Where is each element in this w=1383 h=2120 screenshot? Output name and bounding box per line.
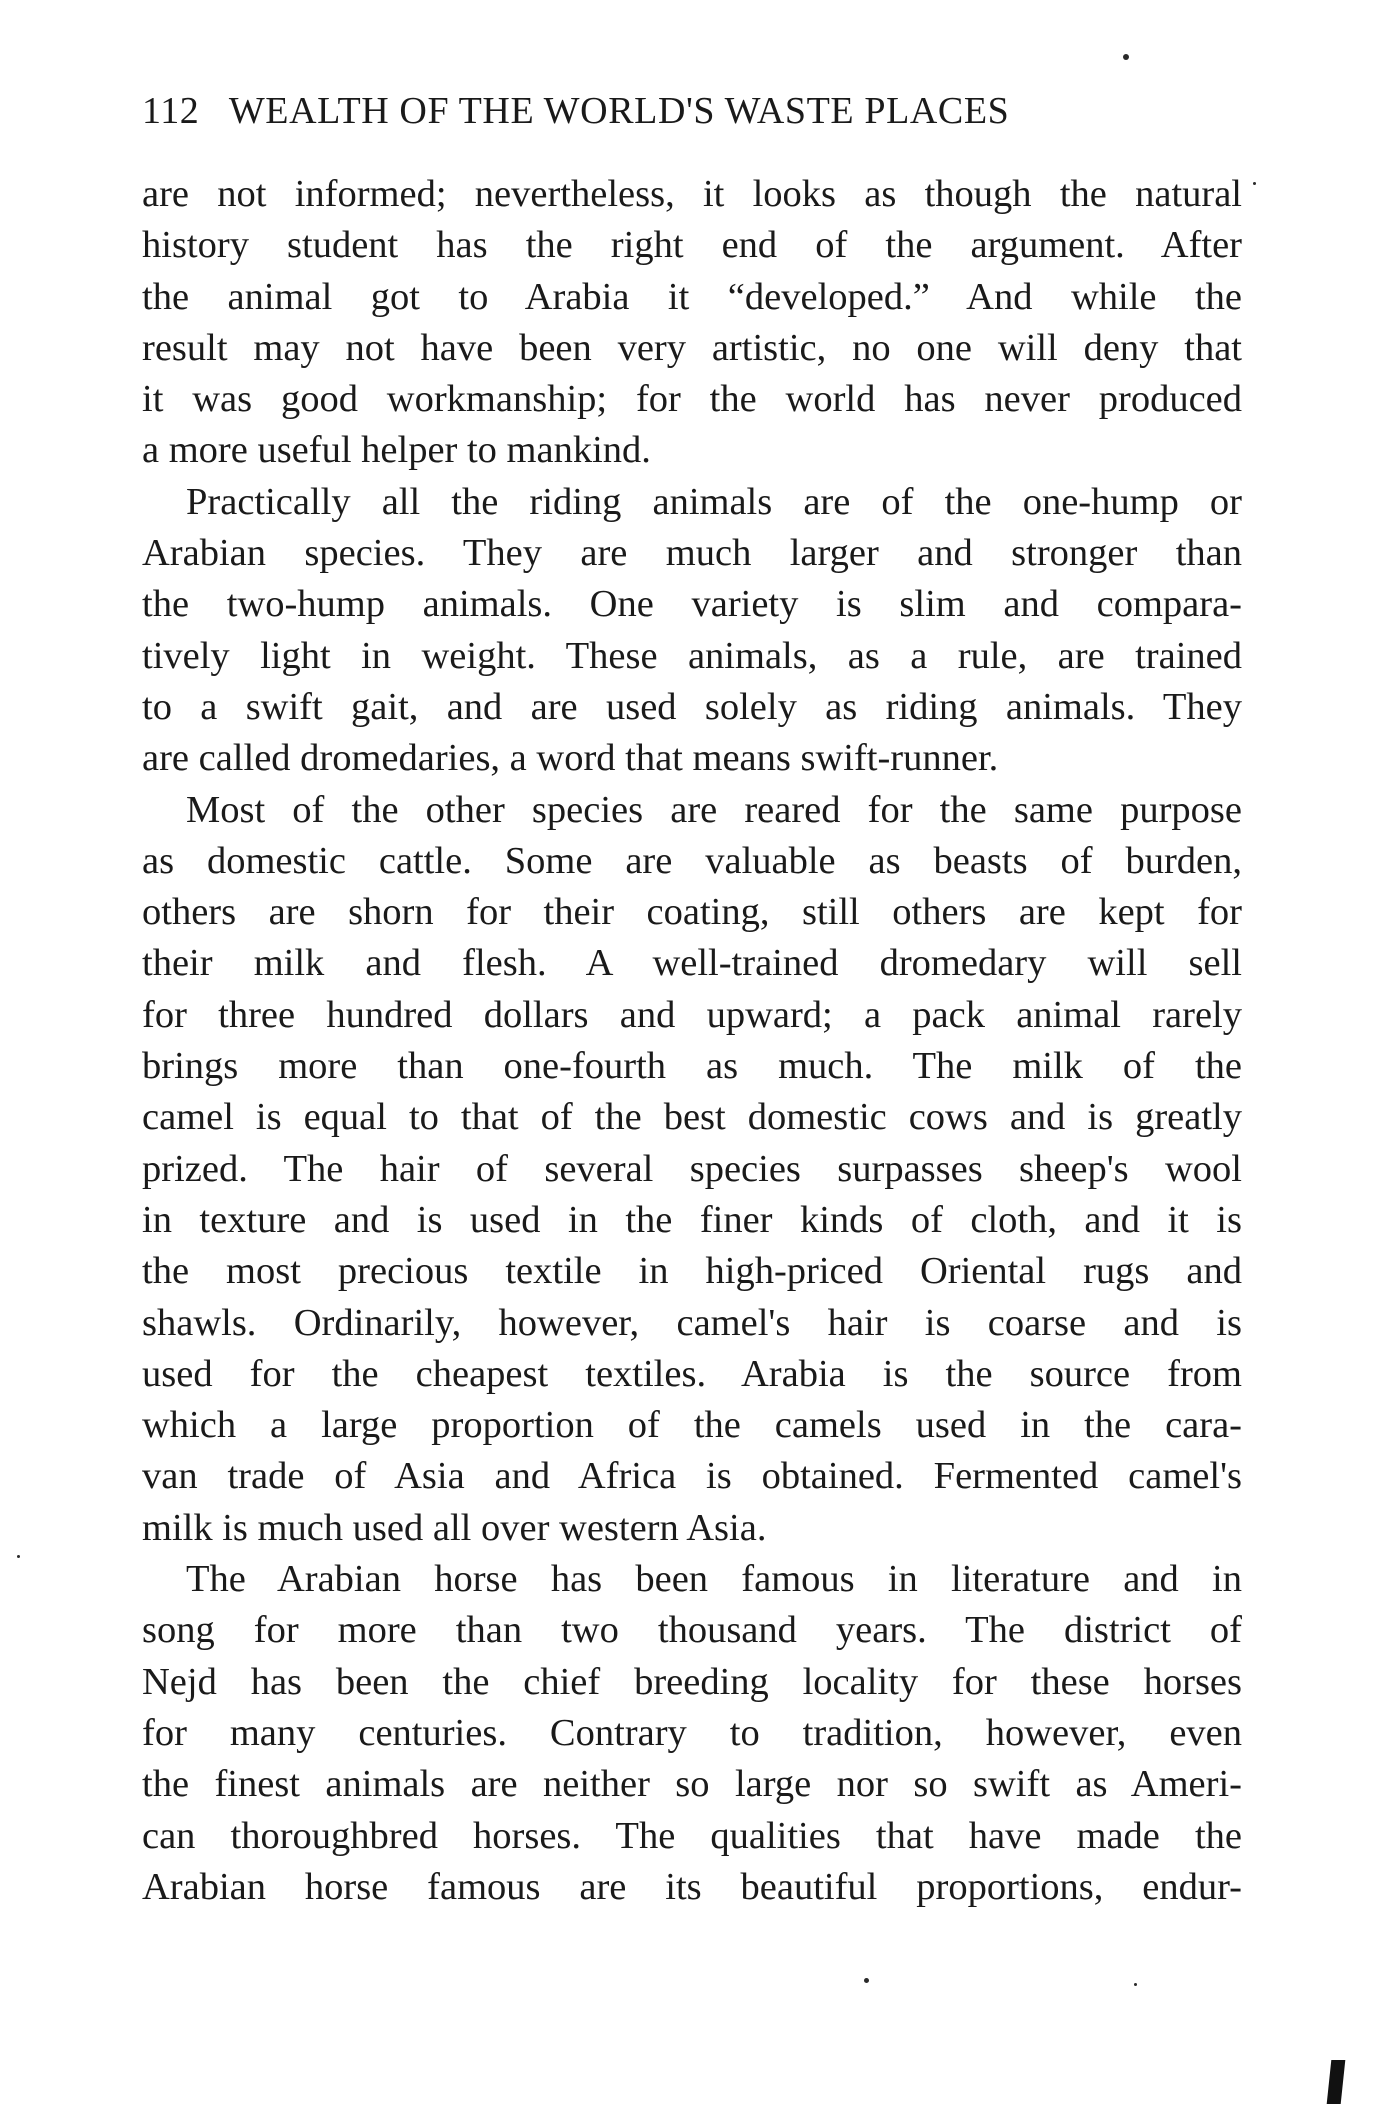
- scan-speck: [864, 1978, 869, 1983]
- text-line: the animal got to Arabia it “developed.” And while the: [142, 275, 1242, 318]
- text-line: the finest animals are neither so large nor so swift as Ameri-: [142, 1763, 1242, 1806]
- text-line: can thoroughbred horses. The qualities that have made the: [142, 1814, 1242, 1857]
- text-line: the most precious textile in high-priced Oriental rugs and: [142, 1250, 1242, 1293]
- text-line: which a large proportion of the camels used in the cara-: [142, 1404, 1242, 1447]
- text-line: Nejd has been the chief breeding locality for these horses: [142, 1660, 1242, 1703]
- text-line: Arabian horse famous are its beautiful proportions, endur-: [142, 1865, 1242, 1908]
- text-line: to a swift gait, and are used solely as riding animals. They: [142, 685, 1242, 728]
- scan-speck: [1134, 1983, 1137, 1986]
- running-head: [142, 86, 1242, 136]
- paragraph: [142, 1554, 1242, 1913]
- scan-speck: [17, 1555, 20, 1558]
- text-line: as domestic cattle. Some are valuable as beasts of burden,: [142, 839, 1242, 882]
- scan-mark: [1327, 2060, 1346, 2104]
- text-line: are not informed; nevertheless, it looks as though the natural: [142, 173, 1242, 215]
- text-line: for three hundred dollars and upward; a pack animal rarely: [142, 993, 1242, 1036]
- text-line: tively light in weight. These animals, as a rule, are trained: [142, 634, 1242, 677]
- paragraph: [142, 477, 1242, 785]
- text-line: in texture and is used in the finer kinds of cloth, and it is: [142, 1198, 1242, 1241]
- body-text: [142, 169, 1242, 1913]
- paragraph: [142, 169, 1242, 477]
- running-title: WEALTH OF THE WORLD'S WASTE PLACES: [228, 90, 1010, 132]
- text-line: are called dromedaries, a word that means swift-runner.: [142, 737, 999, 780]
- text-line: result may not have been very artistic, no one will deny that: [142, 326, 1242, 369]
- text-line: van trade of Asia and Africa is obtained. Fermented camel's: [142, 1455, 1242, 1498]
- text-line: their milk and flesh. A well-trained dromedary will sell: [142, 942, 1242, 985]
- text-line: The Arabian horse has been famous in literature and in: [186, 1558, 1242, 1601]
- paragraph: [142, 785, 1242, 1554]
- text-line: Most of the other species are reared for the same purpose: [186, 788, 1242, 831]
- text-line: a more useful helper to mankind.: [142, 429, 651, 472]
- text-line: camel is equal to that of the best domestic cows and is greatly: [142, 1096, 1242, 1139]
- text-line: history student has the right end of the argument. After: [142, 224, 1242, 267]
- text-line: brings more than one-fourth as much. The milk of the: [142, 1045, 1242, 1088]
- text-line: used for the cheapest textiles. Arabia is the source from: [142, 1352, 1242, 1395]
- text-line: milk is much used all over western Asia.: [142, 1506, 767, 1549]
- text-line: others are shorn for their coating, still others are kept for: [142, 891, 1242, 934]
- text-line: prized. The hair of several species surpasses sheep's wool: [142, 1147, 1242, 1190]
- text-line: shawls. Ordinarily, however, camel's hair is coarse and is: [142, 1301, 1242, 1344]
- text-line: Arabian species. They are much larger and stronger than: [142, 532, 1242, 575]
- text-line: song for more than two thousand years. The district of: [142, 1609, 1242, 1652]
- text-line: Practically all the riding animals are of the one-hump or: [186, 480, 1242, 523]
- scan-speck: [1253, 182, 1256, 185]
- text-line: for many centuries. Contrary to tradition, however, even: [142, 1711, 1242, 1754]
- page-number: 112: [142, 90, 200, 132]
- text-line: it was good workmanship; for the world has never produced: [142, 378, 1242, 421]
- text-line: the two-hump animals. One variety is slim and compara-: [142, 583, 1242, 626]
- scan-speck: [1123, 54, 1129, 60]
